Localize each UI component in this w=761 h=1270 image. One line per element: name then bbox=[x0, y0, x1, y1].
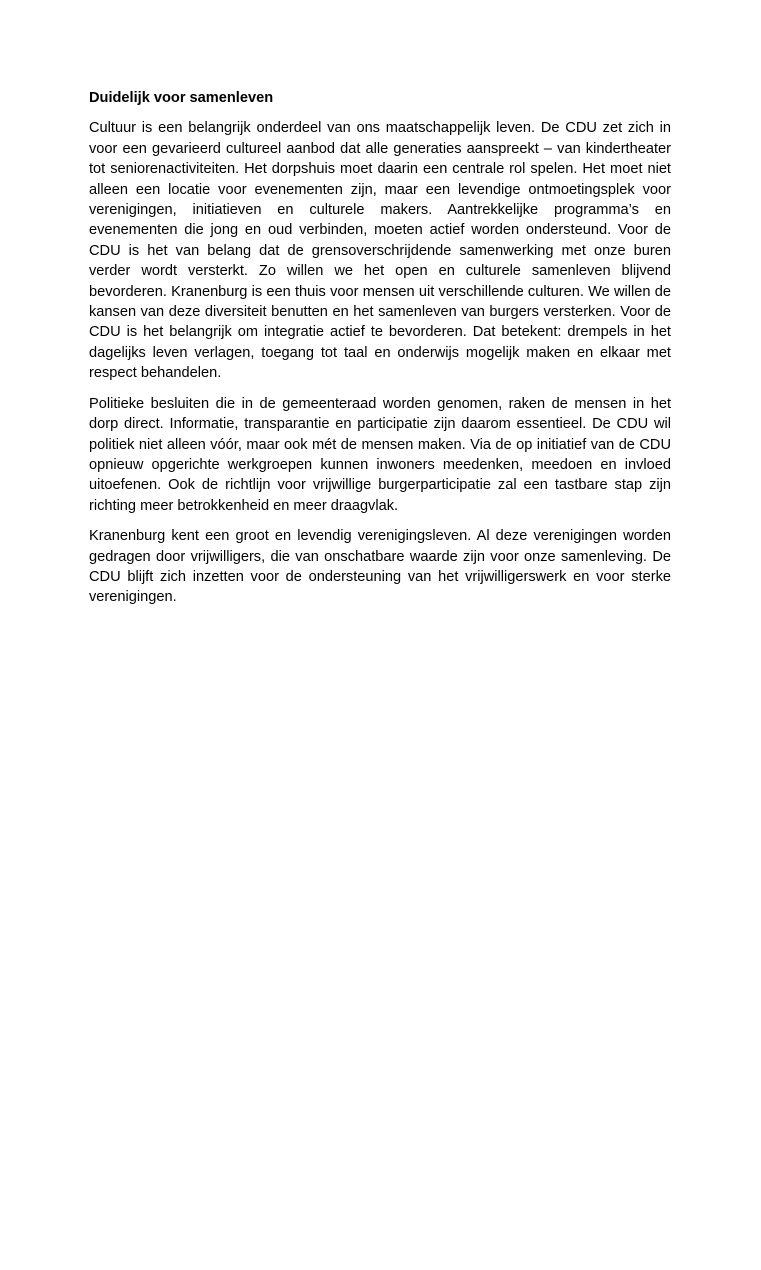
paragraph-participation: Politieke besluiten die in de gemeenteraad worden genomen, raken de mensen in het dorp direct. Informatie, transparantie en participatie zijn daarom essentieel. De CDU wil politiek niet alleen vóór, maar ook mét de mensen maken. Via de op initiatief van de CDU opnieuw opgerichte werkgroepen kunnen inwoners meedenken, meedoen en invloed uitoefenen. Ook de richtlijn voor vrijwillige burgerparticipatie zal een tastbare stap zijn richting meer betrokkenheid en meer draagvlak. bbox=[89, 395, 671, 514]
section-heading: Duidelijk voor samenleven bbox=[89, 90, 274, 106]
paragraph-culture: Cultuur is een belangrijk onderdeel van ons maatschappelijk leven. De CDU zet zich in voor een gevarieerd cultureel aanbod dat alle generaties aanspreekt – van kindertheater tot seniorenactiviteiten. Het dorpshuis moet daarin een centrale rol spelen. Het moet niet alleen een locatie voor evenementen zijn, maar een levendige ontmoetingsplek voor verenigingen, initiatieven en culturele makers. Aantrekkelijke programma’s en evenementen die jong en oud verbinden, moeten actief worden ondersteund. Voor de CDU is het van belang dat de grensoverschrijdende samenwerking met onze buren verder wordt versterkt. Zo willen we het open en culturele samenleven blijvend bevorderen. Kranenburg is een thuis voor mensen uit verschillende culturen. We willen de kansen van deze diversiteit benutten en het samenleven van burgers versterken. Voor de CDU is het belangrijk om integratie actief te bevorderen. Dat betekent: drempels in het dagelijks leven verlagen, toegang tot taal en onderwijs mogelijk maken en elkaar met respect behandelen. bbox=[89, 120, 671, 382]
document-content bbox=[89, 88, 671, 618]
paragraph-associations: Kranenburg kent een groot en levendig verenigingsleven. Al deze verenigingen worden gedragen door vrijwilligers, die van onschatbare waarde zijn voor onze samenleving. De CDU blijft zich inzetten voor de ondersteuning van het vrijwilligerswerk en voor sterke verenigingen. bbox=[89, 528, 671, 606]
